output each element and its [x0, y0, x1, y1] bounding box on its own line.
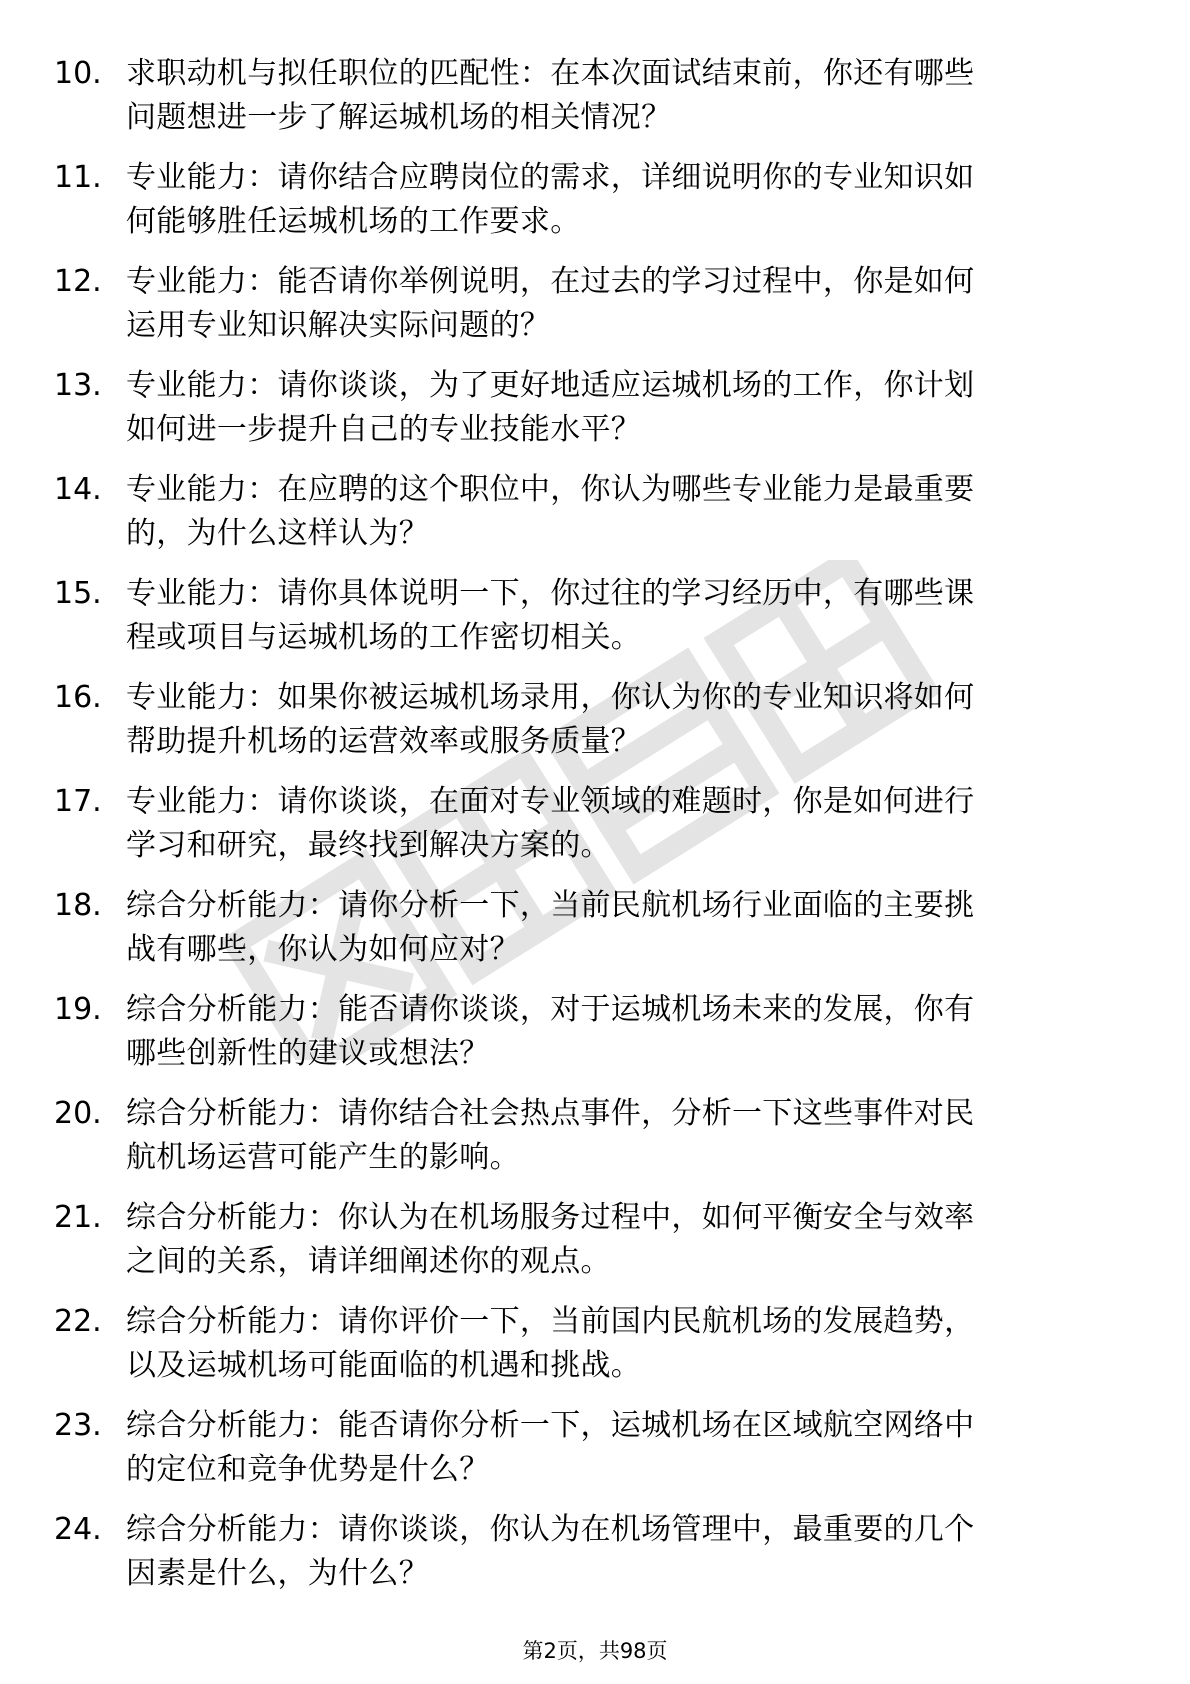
item-number: 16.: [54, 680, 102, 715]
item-text: [126, 364, 1126, 452]
item-text-line: 专业能力：请你具体说明一下，你过往的学习经历中，有哪些课: [126, 576, 975, 611]
page-footer: 第2页，共98页: [522, 1639, 668, 1663]
list-item: [0, 572, 1190, 676]
item-text-line: 综合分析能力：能否请你分析一下，运城机场在区域航空网络中: [126, 1408, 975, 1443]
list-item: [0, 1404, 1190, 1508]
list-item: [0, 1196, 1190, 1300]
item-number: 14.: [54, 472, 102, 507]
list-item: [0, 780, 1190, 884]
item-text-line: 运用专业知识解决实际问题的？: [126, 308, 551, 343]
item-text: [126, 1196, 1126, 1284]
item-text-line: 综合分析能力：请你分析一下，当前民航机场行业面临的主要挑: [126, 888, 975, 923]
item-number: 11.: [54, 160, 102, 195]
item-number: 24.: [54, 1512, 102, 1547]
list-item: [0, 156, 1190, 260]
item-text-line: 综合分析能力：你认为在机场服务过程中，如何平衡安全与效率: [126, 1200, 975, 1235]
item-text-line: 综合分析能力：请你谈谈，你认为在机场管理中，最重要的几个: [126, 1512, 975, 1547]
item-text-line: 之间的关系，请详细阐述你的观点。: [126, 1244, 611, 1279]
item-text: [126, 156, 1126, 244]
item-number: 10.: [54, 56, 102, 91]
item-text-line: 因素是什么，为什么？: [126, 1556, 429, 1591]
list-item: [0, 52, 1190, 156]
item-number: 23.: [54, 1408, 102, 1443]
item-text-line: 问题想进一步了解运城机场的相关情况？: [126, 100, 672, 135]
item-text: [126, 676, 1126, 764]
item-text-line: 专业能力：在应聘的这个职位中，你认为哪些专业能力是最重要: [126, 472, 975, 507]
item-text-line: 航机场运营可能产生的影响。: [126, 1140, 520, 1175]
list-item: [0, 468, 1190, 572]
item-text-line: 如何进一步提升自己的专业技能水平？: [126, 412, 642, 447]
item-text-line: 综合分析能力：能否请你谈谈，对于运城机场未来的发展，你有: [126, 992, 975, 1027]
item-number: 17.: [54, 784, 102, 819]
list-item: [0, 1508, 1190, 1612]
item-text-line: 的定位和竞争优势是什么？: [126, 1452, 490, 1487]
list-item: [0, 676, 1190, 780]
item-number: 12.: [54, 264, 102, 299]
item-number: 15.: [54, 576, 102, 611]
item-number: 13.: [54, 368, 102, 403]
item-text-line: 何能够胜任运城机场的工作要求。: [126, 204, 581, 239]
item-text-line: 专业能力：请你谈谈，为了更好地适应运城机场的工作，你计划: [126, 368, 975, 403]
list-item: [0, 884, 1190, 988]
item-text: [126, 468, 1126, 556]
item-text: [126, 52, 1126, 140]
question-list: [0, 52, 1190, 1612]
list-item: [0, 364, 1190, 468]
item-number: 20.: [54, 1096, 102, 1131]
list-item: [0, 260, 1190, 364]
item-text-line: 综合分析能力：请你评价一下，当前国内民航机场的发展趋势，: [126, 1304, 975, 1339]
item-text-line: 以及运城机场可能面临的机遇和挑战。: [126, 1348, 642, 1383]
item-text: [126, 780, 1126, 868]
item-text-line: 专业能力：能否请你举例说明，在过去的学习过程中，你是如何: [126, 264, 975, 299]
item-text-line: 学习和研究，最终找到解决方案的。: [126, 828, 611, 863]
item-text: [126, 988, 1126, 1076]
list-item: [0, 988, 1190, 1092]
item-text-line: 哪些创新性的建议或想法？: [126, 1036, 490, 1071]
item-text: [126, 572, 1126, 660]
item-number: 21.: [54, 1200, 102, 1235]
item-text-line: 帮助提升机场的运营效率或服务质量？: [126, 724, 642, 759]
item-text: [126, 1404, 1126, 1492]
item-text-line: 专业能力：请你结合应聘岗位的需求，详细说明你的专业知识如: [126, 160, 975, 195]
item-number: 22.: [54, 1304, 102, 1339]
item-number: 19.: [54, 992, 102, 1027]
item-text-line: 专业能力：如果你被运城机场录用，你认为你的专业知识将如何: [126, 680, 975, 715]
item-text: [126, 1508, 1126, 1596]
item-text: [126, 1300, 1126, 1388]
item-text-line: 专业能力：请你谈谈，在面对专业领域的难题时，你是如何进行: [126, 784, 975, 819]
item-text-line: 综合分析能力：请你结合社会热点事件，分析一下这些事件对民: [126, 1096, 975, 1131]
item-text: [126, 260, 1126, 348]
item-number: 18.: [54, 888, 102, 923]
item-text-line: 求职动机与拟任职位的匹配性：在本次面试结束前，你还有哪些: [126, 56, 975, 91]
item-text: [126, 1092, 1126, 1180]
list-item: [0, 1300, 1190, 1404]
item-text-line: 的，为什么这样认为？: [126, 516, 429, 551]
item-text-line: 战有哪些，你认为如何应对？: [126, 932, 520, 967]
item-text-line: 程或项目与运城机场的工作密切相关。: [126, 620, 642, 655]
item-text: [126, 884, 1126, 972]
list-item: [0, 1092, 1190, 1196]
